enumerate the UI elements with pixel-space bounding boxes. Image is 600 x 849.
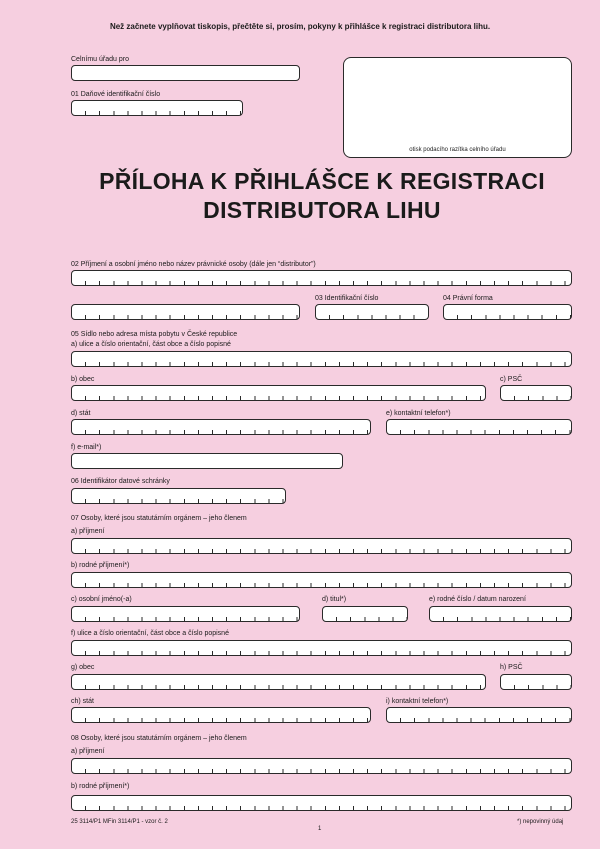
id-number-field[interactable] bbox=[315, 304, 429, 320]
form-title-line2: DISTRIBUTORA LIHU bbox=[203, 197, 441, 223]
state-field[interactable] bbox=[71, 419, 371, 435]
person2-surname-field[interactable] bbox=[71, 758, 572, 774]
distributor-name-field-2[interactable] bbox=[71, 304, 300, 320]
person1-surname-field[interactable] bbox=[71, 538, 572, 554]
form-instruction: Než začnete vyplňovat tiskopis, přečtěte si, prosím, pokyny k přihlášce k registraci distributora lihu. bbox=[109, 22, 491, 31]
person1-city-field[interactable] bbox=[71, 674, 486, 690]
form-code: 25 3114/P1 MFin 3114/P1 - vzor č. 2 bbox=[71, 819, 168, 825]
stamp-label: otisk podacího razítka celního úřadu bbox=[409, 147, 506, 153]
person2-birth-surname-field[interactable] bbox=[71, 795, 572, 811]
legal-form-label: 04 Právní forma bbox=[443, 295, 493, 302]
city-label: b) obec bbox=[71, 376, 95, 383]
zip-label: c) PSČ bbox=[500, 376, 523, 383]
person1-phone-label: i) kontaktní telefon*) bbox=[386, 698, 449, 705]
person1-zip-field[interactable] bbox=[500, 674, 572, 690]
city-field[interactable] bbox=[71, 385, 486, 401]
person1-street-label: f) ulice a číslo orientační, část obce a číslo popisné bbox=[71, 630, 229, 637]
person1-title-label: d) titul*) bbox=[322, 596, 347, 603]
person1-surname-label: a) příjmení bbox=[71, 528, 105, 535]
person1-state-field[interactable] bbox=[71, 707, 371, 723]
person2-birth-surname-label: b) rodné příjmení*) bbox=[71, 783, 130, 790]
email-label: f) e-mail*) bbox=[71, 444, 102, 451]
person1-birth-number-label: e) rodné číslo / datum narození bbox=[429, 596, 526, 603]
optional-note: *) nepovinný údaj bbox=[517, 819, 564, 825]
person1-first-name-label: c) osobní jméno(-a) bbox=[71, 596, 132, 603]
person1-title-field[interactable] bbox=[322, 606, 408, 622]
id-number-label: 03 Identifikační číslo bbox=[315, 295, 379, 302]
street-label: a) ulice a číslo orientační, část obce a číslo popisné bbox=[71, 341, 231, 348]
person1-heading: 07 Osoby, které jsou statutárním orgánem – jeho členem bbox=[71, 515, 247, 522]
person1-phone-field[interactable] bbox=[386, 707, 572, 723]
distributor-name-field[interactable] bbox=[71, 270, 572, 286]
stamp-box bbox=[343, 57, 572, 158]
phone-field[interactable] bbox=[386, 419, 572, 435]
person1-birth-surname-field[interactable] bbox=[71, 572, 572, 588]
customs-office-label: Celnímu úřadu pro bbox=[71, 56, 129, 63]
zip-field[interactable] bbox=[500, 385, 572, 401]
street-field[interactable] bbox=[71, 351, 572, 367]
email-field[interactable] bbox=[71, 453, 343, 469]
page-number: 1 bbox=[318, 826, 322, 832]
person1-state-label: ch) stát bbox=[71, 698, 94, 705]
databox-label: 06 Identifikátor datové schránky bbox=[71, 478, 170, 485]
customs-office-field[interactable] bbox=[71, 65, 300, 81]
person1-birth-surname-label: b) rodné příjmení*) bbox=[71, 562, 130, 569]
person1-city-label: g) obec bbox=[71, 664, 95, 671]
phone-label: e) kontaktní telefon*) bbox=[386, 410, 451, 417]
databox-field[interactable] bbox=[71, 488, 286, 504]
legal-form-field[interactable] bbox=[443, 304, 572, 320]
person1-first-name-field[interactable] bbox=[71, 606, 300, 622]
person1-zip-label: h) PSČ bbox=[500, 664, 523, 671]
person1-street-field[interactable] bbox=[71, 640, 572, 656]
form-title-line1: PŘÍLOHA K PŘIHLÁŠCE K REGISTRACI bbox=[99, 168, 545, 194]
person1-birth-number-field[interactable] bbox=[429, 606, 572, 622]
person2-surname-label: a) příjmení bbox=[71, 748, 105, 755]
tax-id-label: 01 Daňové identifikační číslo bbox=[71, 91, 161, 98]
tax-id-field[interactable] bbox=[71, 100, 243, 116]
address-heading: 05 Sídlo nebo adresa místa pobytu v České republice bbox=[71, 331, 238, 338]
person2-heading: 08 Osoby, které jsou statutárním orgánem – jeho členem bbox=[71, 735, 247, 742]
distributor-name-label: 02 Příjmení a osobní jméno nebo název právnické osoby (dále jen “distributor”) bbox=[71, 261, 316, 268]
state-label: d) stát bbox=[71, 410, 91, 417]
